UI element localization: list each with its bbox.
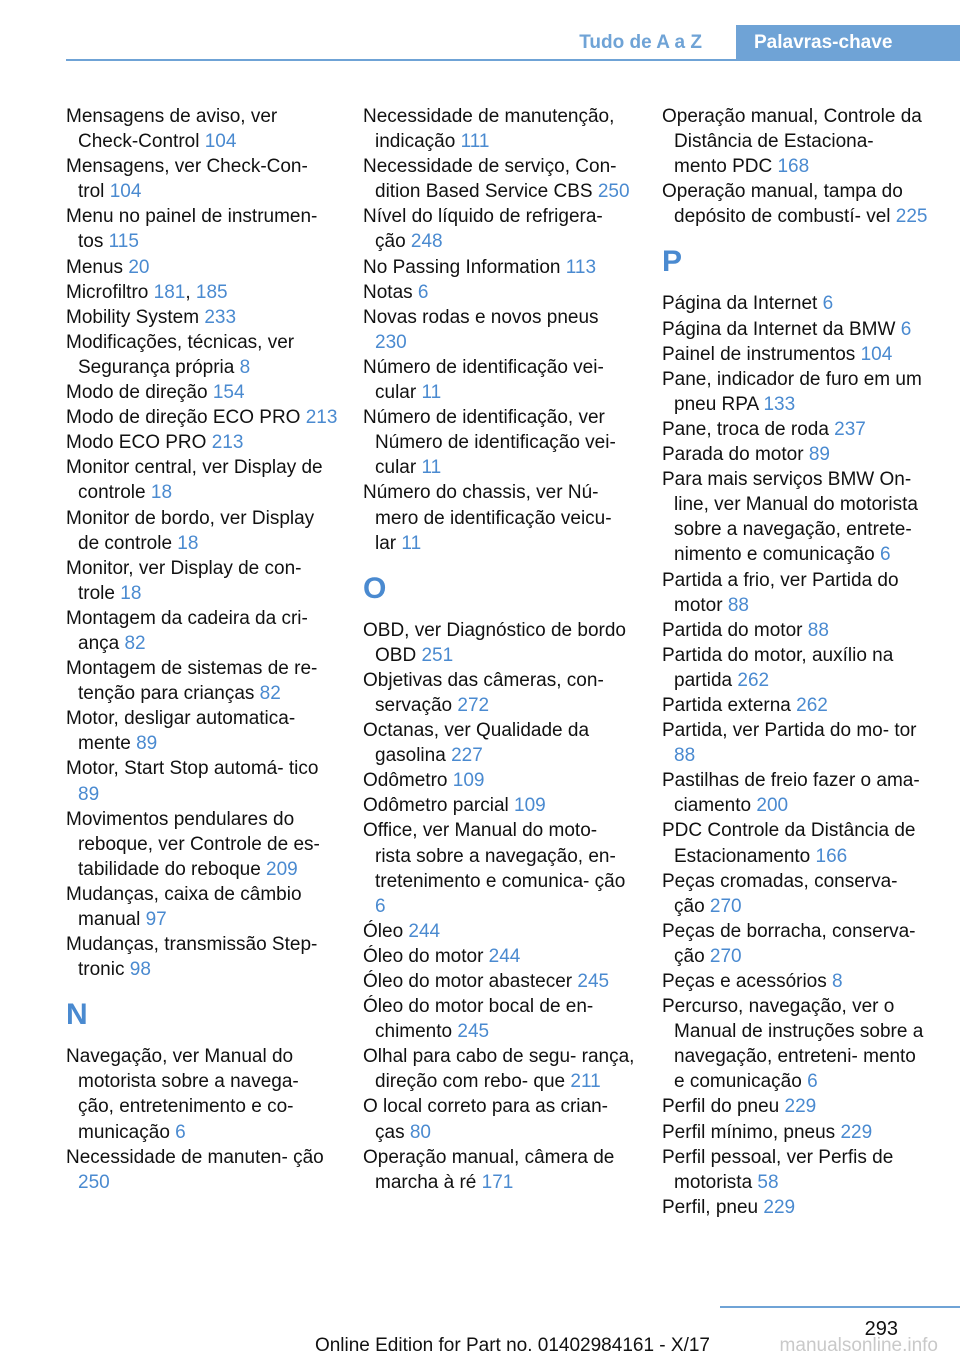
page-link[interactable]: 6 — [375, 895, 386, 917]
index-entry — [66, 104, 338, 154]
entry-text: Pane, troca de roda — [662, 418, 835, 440]
index-entry — [363, 668, 635, 718]
index-entry — [662, 1195, 930, 1220]
entry-text: Modificações, técnicas, ver Segurança própria — [66, 331, 295, 378]
entry-text: O local correto para as crian- ças — [363, 1096, 608, 1143]
page-link[interactable]: 82 — [124, 632, 146, 654]
index-entry — [662, 869, 930, 919]
page-link[interactable]: 229 — [763, 1196, 796, 1218]
index-entry — [662, 291, 930, 316]
entry-text: Mensagens, ver Check-Con- trol — [66, 156, 308, 203]
entry-text: Modo de direção ECO PRO — [66, 407, 306, 429]
entry-text: Motor, Start Stop automá- tico — [66, 758, 319, 780]
entry-text: Pastilhas de freio fazer o ama- ciamento — [662, 770, 920, 817]
index-entry — [662, 994, 930, 1094]
page-link[interactable]: 171 — [481, 1171, 514, 1193]
entry-text: Mudanças, transmissão Step- tronic — [66, 934, 318, 981]
page-link[interactable]: 250 — [78, 1171, 110, 1193]
page-link[interactable]: 115 — [108, 231, 139, 253]
entry-text: OBD, ver Diagnóstico de bordo OBD — [363, 619, 626, 666]
entry-text: Odômetro parcial — [363, 795, 515, 817]
page-link[interactable]: 270 — [709, 895, 742, 917]
page-link[interactable]: 225 — [895, 206, 928, 228]
entry-text: Necessidade de manutenção, indicação — [363, 106, 615, 153]
entry-text: PDC Controle da Distância de Estacionamento — [662, 820, 916, 867]
entry-text: Número do chassis, ver Nú- mero de identificação veicu- lar — [363, 482, 612, 554]
page-link[interactable]: 8 — [239, 356, 251, 378]
index-entry — [66, 656, 338, 706]
page-link[interactable]: 6 — [417, 281, 429, 303]
entry-text: Peças e acessórios — [662, 971, 833, 992]
entry-text: Operação manual, Controle da Distância de Estaciona- mento PDC — [662, 106, 922, 178]
index-entry — [662, 768, 930, 818]
entry-text: Mensagens de aviso, ver Check-Control — [66, 106, 278, 153]
page-link[interactable]: 80 — [409, 1121, 431, 1143]
index-entry — [66, 255, 338, 280]
index-entry — [662, 104, 930, 179]
page-link[interactable]: 248 — [410, 231, 443, 253]
page-link[interactable]: 185 — [195, 281, 228, 303]
entry-text: Número de identificação, ver Número de identificação vei- cular — [363, 407, 616, 479]
page-link[interactable]: 209 — [266, 858, 298, 880]
index-entry — [66, 932, 338, 982]
index-entry — [662, 718, 930, 768]
entry-text: Partida externa — [662, 694, 797, 716]
index-entry — [363, 305, 635, 355]
entry-text: Partida a frio, ver Partida do motor — [662, 569, 899, 616]
entry-text: Painel de instrumentos — [662, 343, 861, 365]
entry-text: Partida do motor, auxílio na partida — [662, 644, 894, 691]
entry-text: Monitor de bordo, ver Display de controle — [66, 507, 315, 554]
entry-text: Partida do motor — [662, 619, 808, 641]
page-link[interactable]: 229 — [784, 1096, 817, 1118]
page-link[interactable]: 250 — [597, 181, 630, 203]
page-link[interactable]: 104 — [109, 181, 142, 203]
index-entry — [662, 618, 930, 643]
watermark: manualsonline.info — [779, 1335, 938, 1356]
index-entry — [363, 104, 635, 154]
page-link[interactable]: 230 — [375, 331, 407, 353]
entry-text: Mobility System — [66, 306, 205, 328]
index-entry — [363, 1145, 635, 1195]
entry-text: Óleo — [363, 920, 409, 942]
page-link[interactable]: 213 — [305, 407, 338, 429]
index-entry — [66, 807, 338, 882]
page-link[interactable]: 251 — [421, 644, 454, 666]
index-entry — [66, 154, 338, 204]
section-letter: O — [363, 571, 387, 605]
page-link[interactable]: 154 — [212, 382, 245, 404]
index-entry — [662, 179, 930, 229]
page-link[interactable]: 18 — [177, 532, 199, 554]
index-entry — [66, 756, 338, 806]
index-entry — [66, 882, 338, 932]
page-link[interactable]: 98 — [129, 959, 151, 981]
page-header — [66, 25, 960, 61]
entry-text: Percurso, navegação, ver o Manual de instruções sobre a navegação, entreteni- mento e comunicação — [662, 996, 924, 1093]
tab-palavras-chave[interactable]: Palavras-chave — [736, 25, 960, 61]
entry-text: Perfil mínimo, pneus — [662, 1121, 841, 1143]
page-link[interactable]: 181 — [153, 281, 186, 303]
page-link[interactable]: 6 — [175, 1121, 186, 1143]
entry-text: Pane, indicador de furo em um pneu RPA — [662, 368, 922, 415]
index-entry — [66, 280, 338, 305]
index-entry — [66, 405, 338, 430]
entry-text: Microfiltro — [66, 281, 154, 303]
index-entry — [363, 280, 635, 305]
page-link[interactable]: 262 — [737, 669, 770, 691]
page-link[interactable]: 104 — [204, 131, 237, 153]
entry-text: Olhal para cabo de segu- rança, direção com rebo- que — [363, 1046, 635, 1093]
entry-text: Montagem da cadeira da cri- ança — [66, 607, 308, 654]
index-entry — [662, 1120, 930, 1145]
page-link[interactable]: 244 — [408, 920, 441, 942]
index-entry — [66, 330, 338, 380]
page-number: 293 — [864, 1318, 898, 1340]
entry-text: Parada do motor — [662, 444, 809, 466]
index-entry — [662, 367, 930, 417]
index-entry — [66, 606, 338, 656]
page-link[interactable]: 227 — [451, 745, 483, 767]
page-link[interactable]: 133 — [763, 393, 796, 415]
page-link[interactable]: 213 — [211, 432, 244, 454]
index-entry — [363, 1044, 635, 1094]
page-link[interactable]: 88 — [807, 619, 829, 641]
page-link[interactable]: 82 — [259, 683, 281, 705]
page-link[interactable]: 111 — [460, 131, 490, 153]
page-link[interactable]: 88 — [727, 594, 749, 616]
tab-tudo-de-a-a-z[interactable]: Tudo de A a Z — [579, 32, 702, 53]
page-link[interactable]: 18 — [150, 482, 173, 504]
index-entry — [662, 342, 930, 367]
entry-text: Para mais serviços BMW On- line, ver Manual do motorista sobre a navegação, entrete- nimento e comunicação — [662, 469, 918, 566]
page-link[interactable]: 11 — [421, 457, 442, 479]
page-link[interactable]: 211 — [570, 1071, 601, 1093]
index-entry — [66, 380, 338, 405]
entry-text: Monitor, ver Display de con- trole — [66, 557, 302, 604]
index-entry — [363, 405, 635, 480]
header-divider — [66, 59, 960, 61]
page-link[interactable]: 262 — [796, 694, 828, 716]
entry-text: Necessidade de serviço, Con- dition Based Service CBS — [363, 156, 617, 203]
entry-text: Operação manual, câmera de marcha à ré — [363, 1146, 615, 1193]
entry-text: Necessidade de manuten- ção — [66, 1146, 324, 1168]
index-entry — [363, 793, 635, 818]
index-entry — [363, 154, 635, 204]
index-entry — [363, 1094, 635, 1144]
page-link[interactable]: 109 — [452, 770, 485, 792]
footer-divider — [720, 1306, 960, 1308]
index-entry — [363, 718, 635, 768]
page-link[interactable]: 6 — [900, 318, 912, 340]
index-column-3 — [662, 104, 930, 1220]
index-entry — [363, 994, 635, 1044]
page-link[interactable]: 229 — [840, 1121, 873, 1143]
index-entry — [662, 693, 930, 718]
entry-text: Perfil do pneu — [662, 1096, 785, 1118]
entry-text: Odômetro — [363, 770, 453, 792]
index-entry — [363, 480, 635, 555]
page-link[interactable]: 109 — [514, 795, 546, 817]
entry-text: Modo de direção — [66, 382, 213, 404]
page-link[interactable]: 88 — [674, 745, 696, 767]
page-link[interactable]: 97 — [145, 909, 167, 930]
index-entry — [363, 944, 635, 969]
page-link[interactable]: 270 — [709, 945, 742, 967]
page-link[interactable]: 8 — [832, 971, 843, 992]
page-link[interactable]: 237 — [834, 418, 866, 440]
index-entry — [363, 818, 635, 918]
index-column-1 — [66, 104, 338, 1195]
index-entry — [363, 919, 635, 944]
page-link[interactable]: 6 — [807, 1071, 818, 1093]
page-link[interactable]: 89 — [808, 444, 830, 466]
index-entry — [66, 1044, 338, 1144]
index-entry — [662, 442, 930, 467]
entry-text: Página da Internet — [662, 293, 823, 315]
entry-text: Menu no painel de instrumen- tos — [66, 206, 318, 253]
page-link[interactable]: 6 — [822, 293, 834, 315]
index-entry — [363, 618, 635, 668]
entry-text: Peças cromadas, conserva- ção — [662, 870, 898, 917]
index-entry — [66, 506, 338, 556]
index-entry — [662, 919, 930, 969]
page-link[interactable]: 245 — [457, 1021, 490, 1043]
entry-text: Óleo do motor bocal de en- chimento — [363, 996, 594, 1043]
index-entry — [662, 317, 930, 342]
page-link[interactable]: 200 — [756, 795, 789, 817]
entry-text: Peças de borracha, conserva- ção — [662, 920, 916, 967]
entry-text: Motor, desligar automatica- mente — [66, 708, 296, 755]
index-entry — [66, 1145, 338, 1195]
entry-text: Perfil pessoal, ver Perfis de motorista — [662, 1146, 894, 1193]
index-entry — [662, 1094, 930, 1119]
entry-text: Navegação, ver Manual do motorista sobre a navega- ção, entretenimento e co- municação — [66, 1046, 299, 1143]
index-entry — [662, 969, 930, 994]
entry-text: Perfil, pneu — [662, 1196, 764, 1218]
entry-text: Partida, ver Partida do mo- tor — [662, 720, 917, 742]
index-entry — [363, 255, 635, 280]
index-entry — [363, 204, 635, 254]
page-link[interactable]: 113 — [565, 256, 597, 278]
entry-text: Movimentos pendulares do reboque, ver Controle de es- tabilidade do reboque — [66, 808, 320, 880]
entry-text: Modo ECO PRO — [66, 432, 212, 454]
page-link[interactable]: 11 — [421, 382, 442, 404]
entry-text: Montagem de sistemas de re- tenção para crianças — [66, 658, 318, 705]
index-entry — [66, 204, 338, 254]
edition-text: Online Edition for Part no. 01402984161 - X/17 — [314, 1335, 710, 1356]
index-entry — [662, 417, 930, 442]
page-link[interactable]: 168 — [777, 156, 810, 178]
entry-text: Nível do líquido de refrigera- ção — [363, 206, 603, 253]
page-link[interactable]: 244 — [488, 945, 521, 967]
index-entry — [66, 556, 338, 606]
entry-text: Office, ver Manual do moto- rista sobre a navegação, en- tretenimento e comunica- ção — [363, 820, 626, 892]
entry-text: Monitor central, ver Display de controle — [66, 457, 323, 504]
section-letter: P — [662, 245, 683, 279]
entry-text: Octanas, ver Qualidade da gasolina — [363, 720, 590, 767]
index-entry — [363, 969, 635, 994]
page-link[interactable]: 104 — [860, 343, 893, 365]
entry-text: Novas rodas e novos pneus — [363, 306, 599, 328]
index-entry — [662, 1145, 930, 1195]
entry-text: Notas — [363, 281, 418, 303]
page-link[interactable]: 89 — [78, 783, 100, 805]
page-link[interactable]: 58 — [757, 1171, 779, 1193]
entry-text: Objetivas das câmeras, con- servação — [363, 669, 604, 716]
entry-text: Operação manual, tampa do depósito de combustí- vel — [662, 181, 903, 228]
index-entry — [66, 430, 338, 455]
section-letter: N — [66, 998, 88, 1032]
index-entry — [66, 455, 338, 505]
page-link[interactable]: 272 — [457, 694, 490, 716]
index-entry — [662, 818, 930, 868]
page-link[interactable]: 11 — [401, 532, 422, 554]
page-link[interactable]: 233 — [204, 306, 237, 328]
index-entry — [66, 706, 338, 756]
page-link[interactable]: 20 — [128, 256, 150, 278]
page-link[interactable]: 166 — [815, 845, 848, 867]
page-link[interactable]: 6 — [879, 544, 891, 566]
index-entry — [662, 467, 930, 567]
page-separator: , — [185, 281, 196, 303]
index-entry — [66, 305, 338, 330]
entry-text: Óleo do motor — [363, 945, 489, 967]
index-entry — [662, 568, 930, 618]
page-link[interactable]: 18 — [120, 582, 142, 604]
entry-text: Menus — [66, 256, 129, 278]
page-link[interactable]: 89 — [136, 733, 158, 755]
entry-text: No Passing Information — [363, 256, 566, 278]
entry-text: Número de identificação vei- cular — [363, 356, 604, 404]
index-column-2 — [363, 104, 635, 1195]
index-entry — [662, 643, 930, 693]
page-link[interactable]: 245 — [577, 971, 610, 992]
entry-text: Mudanças, caixa de câmbio manual — [66, 883, 302, 930]
index-entry — [363, 768, 635, 793]
entry-text: Óleo do motor abastecer — [363, 971, 578, 992]
index-entry — [363, 355, 635, 405]
entry-text: Página da Internet da BMW — [662, 318, 901, 340]
